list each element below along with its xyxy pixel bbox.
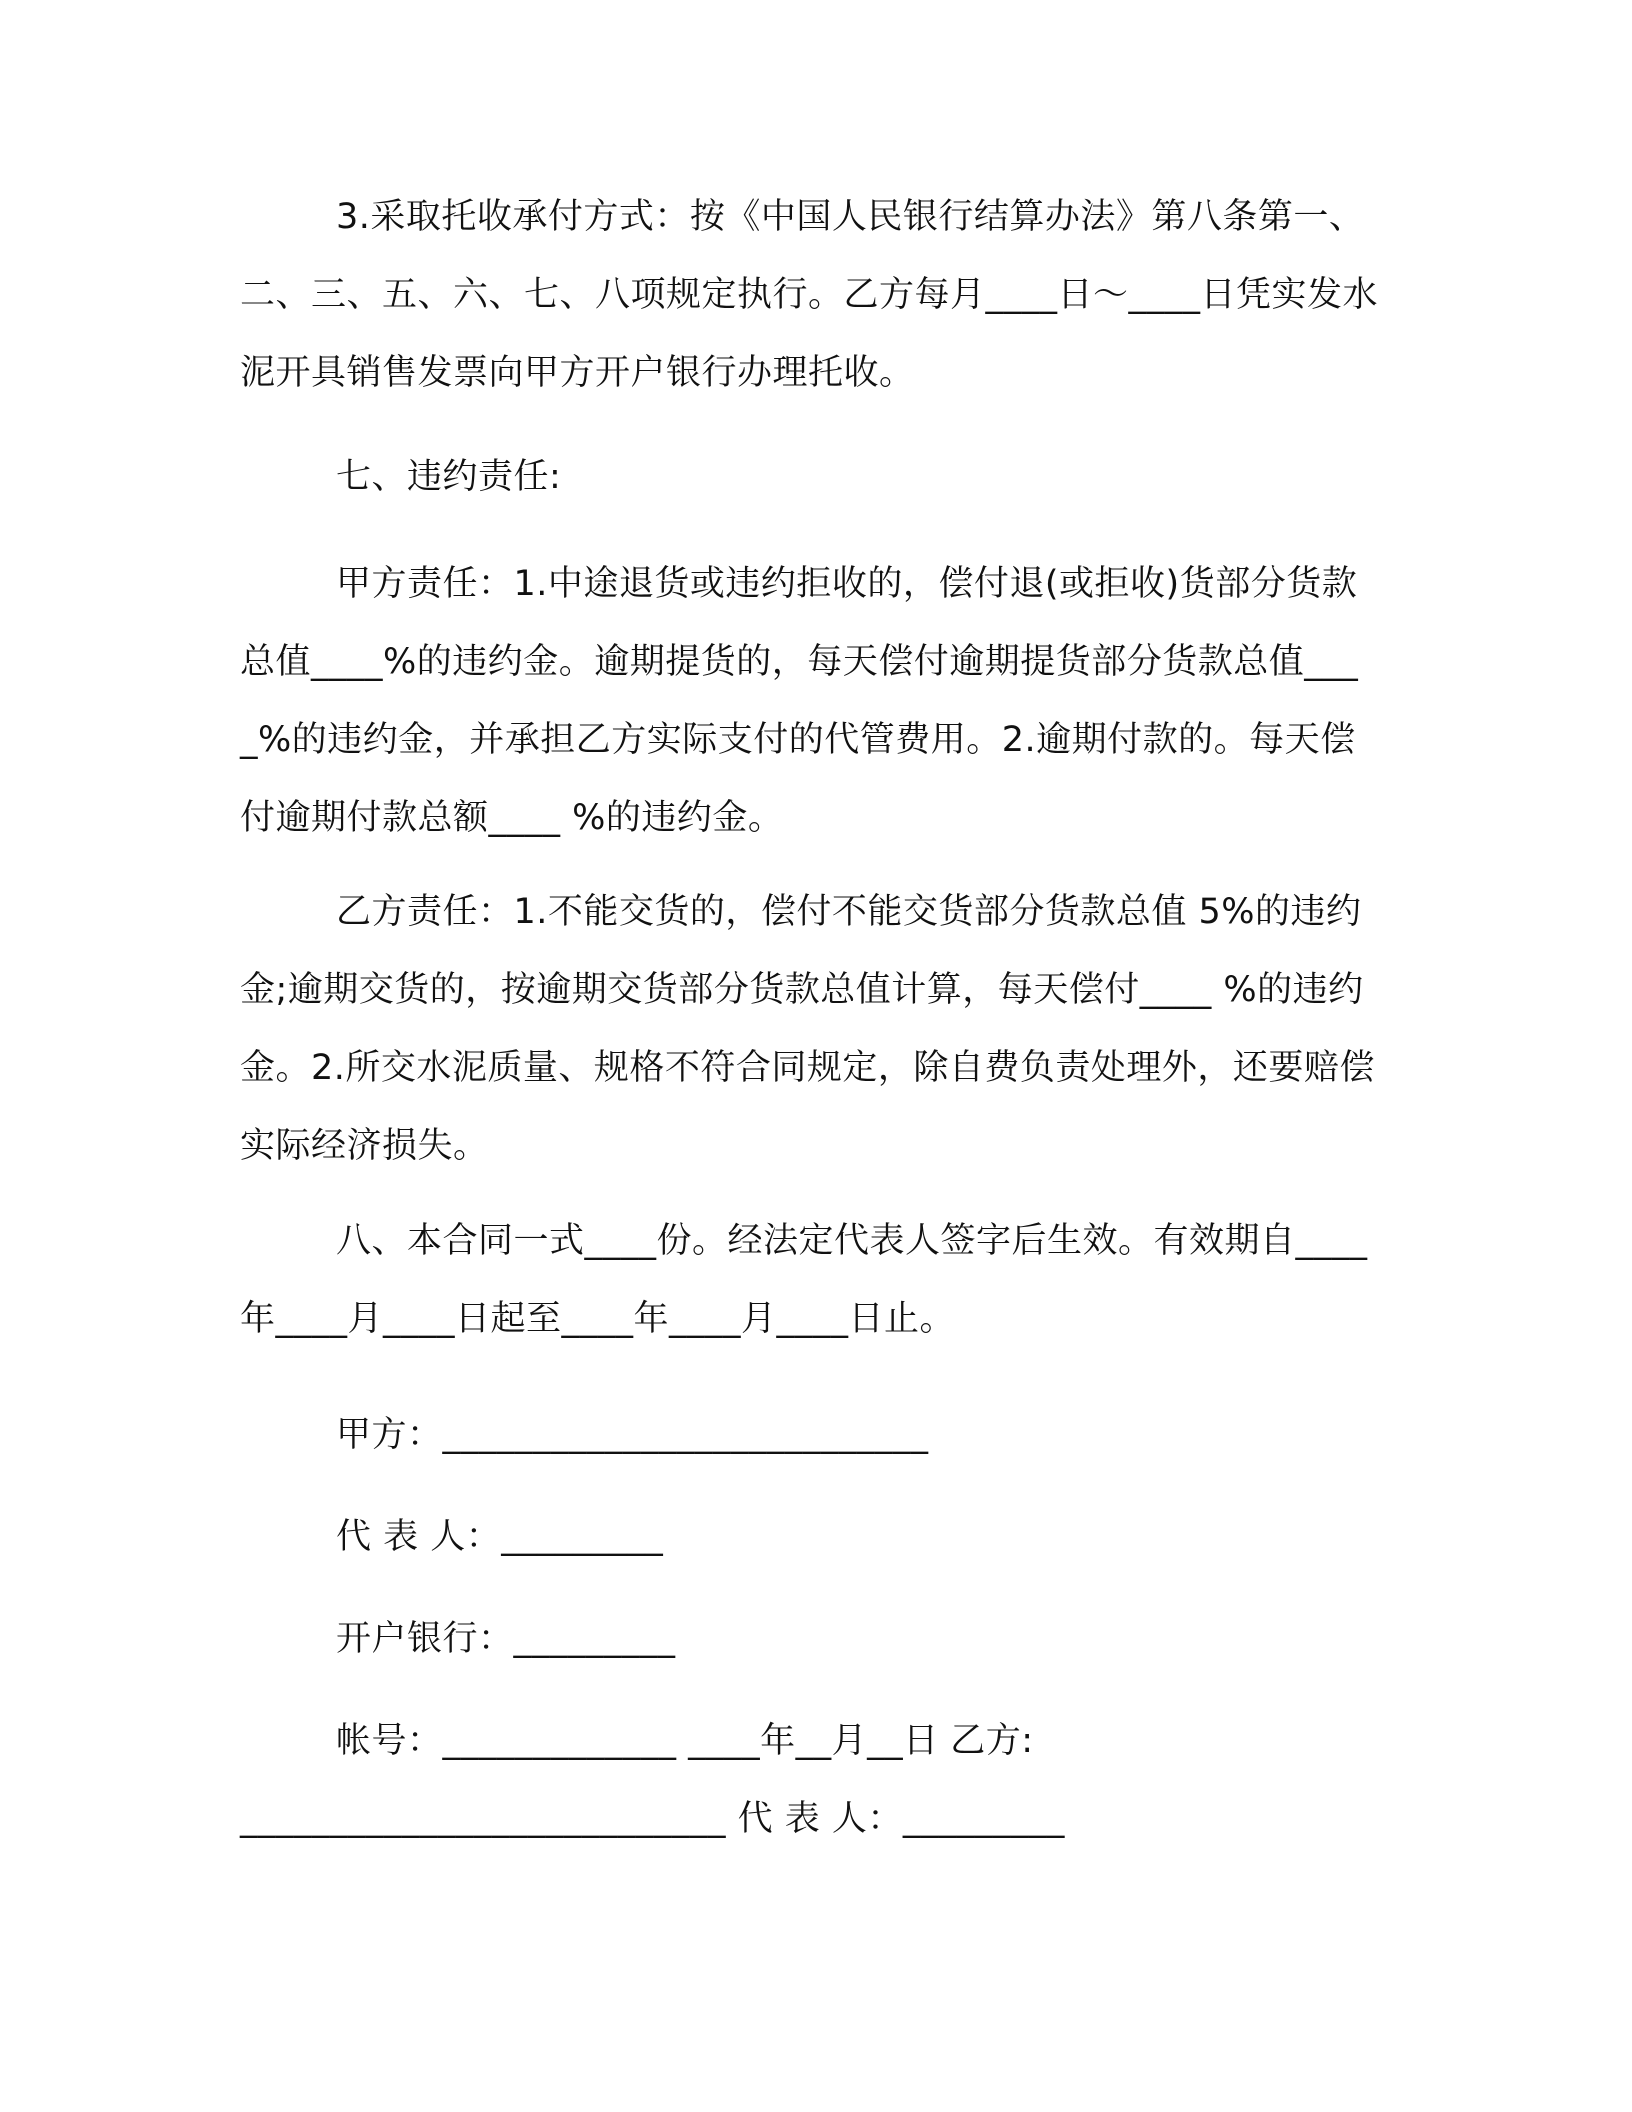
party-a-liability: 甲方责任：1.中途退货或违约拒收的，偿付退(或拒收)货部分货款总值____%的违约金。逾期提货的，每天偿付逾期提货部分货款总值____%的违约金，并承担乙方实际支付的代管费用。2.逾期付款的。每天偿付逾期付款总额____ %的违约金。 bbox=[240, 564, 1359, 838]
signature-representative-a: 代 表 人：_________ bbox=[336, 1517, 664, 1557]
signature-bank: 开户银行：_________ bbox=[336, 1619, 676, 1659]
section-7-title: 七、违约责任: bbox=[336, 457, 562, 497]
party-b-liability: 乙方责任：1.不能交货的，偿付不能交货部分货款总值 5%的违约金;逾期交货的，按逾期交货部分货款总值计算，每天偿付____ %的违约金。2.所交水泥质量、规格不符合同规定，除自费负责处理外，还要赔偿实际经济损失。 bbox=[240, 892, 1375, 1166]
section-8-validity: 八、本合同一式____份。经法定代表人签字后生效。有效期自____年____月____日起至____年____月____日止。 bbox=[240, 1221, 1368, 1339]
signature-representative-b: ___________________________ 代 表 人：_________ bbox=[240, 1799, 1065, 1839]
signature-account-and-party-b: 帐号：_____________ ____年__月__日 乙方: bbox=[336, 1721, 1034, 1761]
signature-party-a: 甲方：___________________________ bbox=[336, 1415, 929, 1455]
payment-clause-3: 3.采取托收承付方式：按《中国人民银行结算办法》第八条第一、二、三、五、六、七、八项规定执行。乙方每月____日～____日凭实发水泥开具销售发票向甲方开户银行办理托收。 bbox=[240, 197, 1379, 393]
